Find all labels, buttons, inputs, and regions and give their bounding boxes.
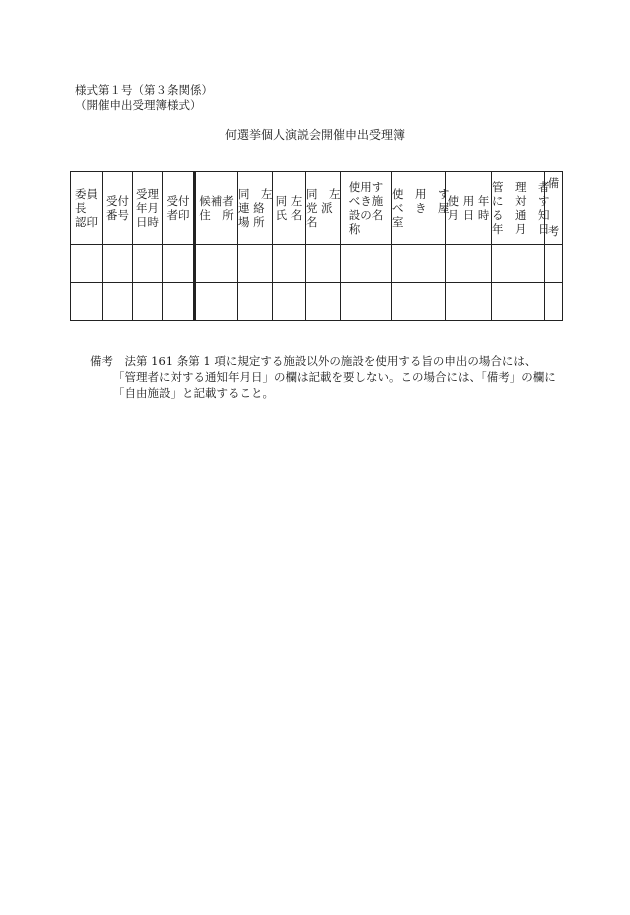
table-cell[interactable]: [492, 283, 545, 321]
table-header-row: [71, 172, 563, 245]
header-contact-name: 同 左 氏 名: [273, 172, 306, 245]
table-cell[interactable]: [133, 245, 163, 283]
table-cell[interactable]: [103, 283, 133, 321]
table-cell[interactable]: [545, 245, 563, 283]
header-party-name: 同 左 党 派 名: [306, 172, 341, 245]
header-manager-notice-date: 管 理 者 に 対 す る 通 知 年 月 日: [492, 172, 545, 245]
table-cell[interactable]: [195, 245, 238, 283]
remarks-line: 「自由施設」と記載すること。: [113, 386, 274, 400]
table-cell[interactable]: [103, 245, 133, 283]
table-cell[interactable]: [392, 245, 446, 283]
header-contact-location: 同 左 連 絡 場 所: [238, 172, 273, 245]
table-cell[interactable]: [71, 283, 103, 321]
table-cell[interactable]: [163, 245, 195, 283]
form-number-label: 様式第１号（第３条関係）: [75, 83, 213, 97]
table-cell[interactable]: [71, 245, 103, 283]
table-cell[interactable]: [238, 245, 273, 283]
table-cell[interactable]: [133, 283, 163, 321]
application-register-table: [70, 171, 563, 321]
table-cell[interactable]: [273, 283, 306, 321]
remarks-line: 備考 法第 161 条第 1 項に規定する施設以外の施設を使用する旨の申出の場合には、: [90, 354, 537, 368]
table-cell[interactable]: [341, 245, 392, 283]
table-cell[interactable]: [446, 283, 492, 321]
header-facility-name: 使用す べき施 設の名 称: [341, 172, 392, 245]
header-remarks: 備 考: [545, 172, 563, 245]
table-cell[interactable]: [446, 245, 492, 283]
header-receiver-seal: 受付 者印: [163, 172, 195, 245]
table-cell[interactable]: [392, 283, 446, 321]
table-cell[interactable]: [545, 283, 563, 321]
header-candidate-address: 候補者 住 所: [195, 172, 238, 245]
table-cell[interactable]: [341, 283, 392, 321]
header-commission-chair-seal: 委員 長 認印: [71, 172, 103, 245]
table-cell[interactable]: [195, 283, 238, 321]
table-row: [71, 283, 563, 321]
remarks-note: [90, 353, 560, 401]
form-format-subtitle: （開催申出受理簿様式）: [75, 98, 202, 112]
header-room-to-use: 使 用 す べ き 屋 室: [392, 172, 446, 245]
table-cell[interactable]: [273, 245, 306, 283]
table-cell[interactable]: [163, 283, 195, 321]
header-receipt-datetime: 受理 年月 日時: [133, 172, 163, 245]
table-cell[interactable]: [492, 245, 545, 283]
table-cell[interactable]: [306, 245, 341, 283]
document-title: 何選挙個人演説会開催申出受理簿: [224, 128, 405, 142]
table-cell[interactable]: [238, 283, 273, 321]
table-cell[interactable]: [306, 283, 341, 321]
header-usage-datetime: 使 用 年 月 日 時: [446, 172, 492, 245]
header-receipt-number: 受付 番号: [103, 172, 133, 245]
remarks-line: 「管理者に対する通知年月日」の欄は記載を要しない。この場合には、「備考」の欄に: [113, 370, 556, 384]
table-row: [71, 245, 563, 283]
